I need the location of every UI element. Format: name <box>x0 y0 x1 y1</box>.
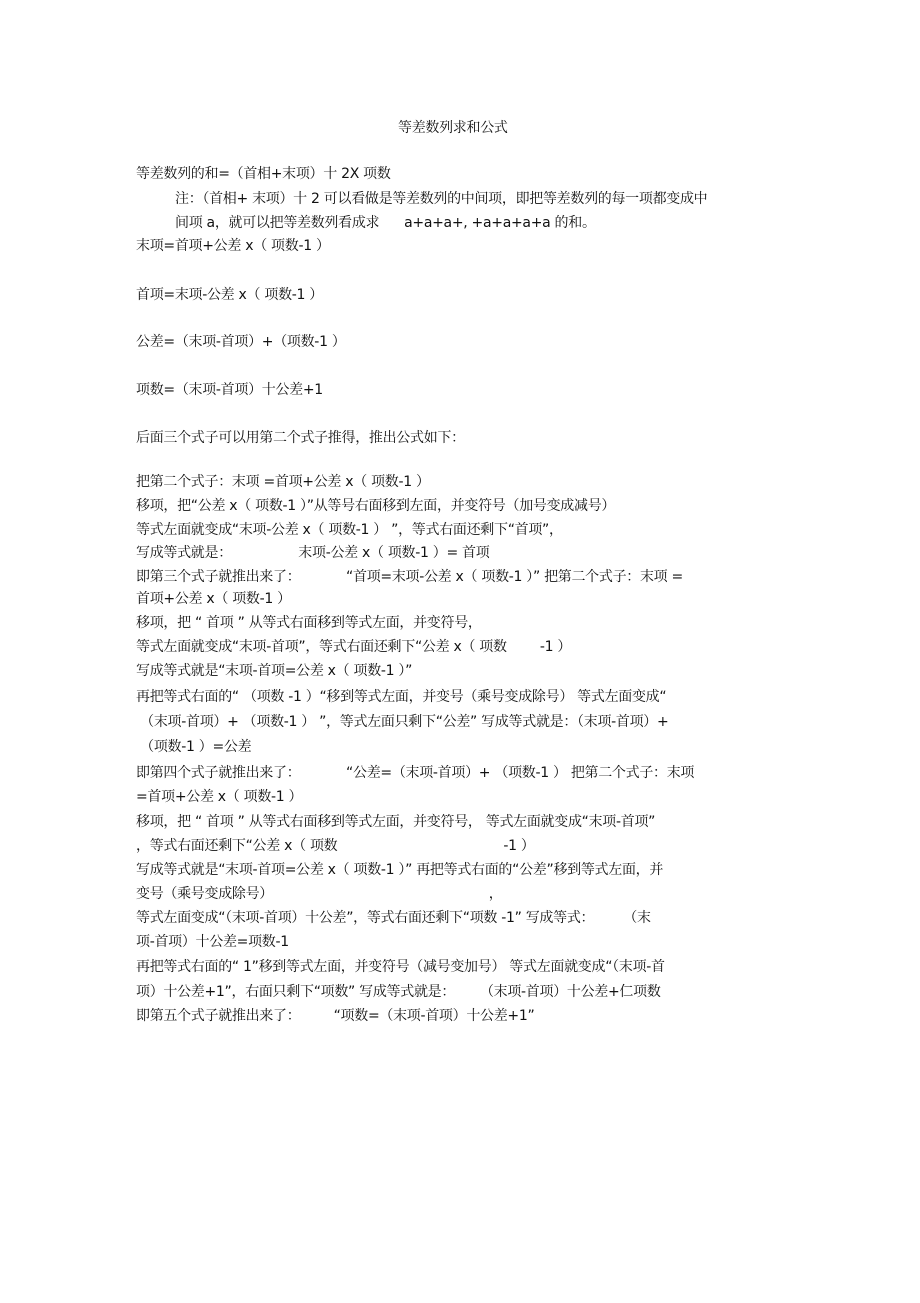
text-line: 变号（乘号变成除号） ， <box>136 886 503 902</box>
text-line: 即第四个式子就推出来了： “公差=（末项-首项）+ （项数-1 ） 把第二个式子：末项 <box>136 765 695 781</box>
text-line: （项数-1 ）=公差 <box>136 739 252 755</box>
text-line: 等式左面就变成“末项-首项”，等式右面还剩下“公差 x（ 项数 -1 ） <box>136 639 572 655</box>
text-line: 写成等式就是： 末项-公差 x（ 项数-1 ）= 首项 <box>136 545 490 561</box>
text-line: 后面三个式子可以用第二个式子推得，推出公式如下： <box>136 430 465 446</box>
text-line: 把第二个式子：末项 =首项+公差 x（ 项数-1 ） <box>136 474 430 490</box>
text-line: 即第三个式子就推出来了： “首项=末项-公差 x（ 项数-1 ）” 把第二个式子：末项 = <box>136 569 683 585</box>
text-line: 写成等式就是“末项-首项=公差 x（ 项数-1 ）” <box>136 663 413 679</box>
text-line: 等差数列的和=（首相+末项）十 2X 项数 <box>136 166 391 182</box>
text-line: 再把等式右面的“ 1”移到等式左面，并变符号（减号变加号） 等式左面就变成“（末项-首 <box>136 959 665 975</box>
text-line: 注：（首相+ 末项）十 2 可以看做是等差数列的中间项，即把等差数列的每一项都变成中 <box>175 191 708 207</box>
text-line: 项-首项）十公差=项数-1 <box>136 934 289 950</box>
text-line: 项）十公差+1”，右面只剩下“项数” 写成等式就是： （末项-首项）十公差+仁项数 <box>136 984 661 1000</box>
text-line: 等式左面变成“（末项-首项）十公差”，等式右面还剩下“项数 -1” 写成等式： （末 <box>136 910 651 926</box>
text-line: 项数=（末项-首项）十公差+1 <box>136 382 323 398</box>
text-line: ，等式右面还剩下“公差 x（ 项数 -1 ） <box>136 838 535 854</box>
text-line: 即第五个式子就推出来了： “项数=（末项-首项）十公差+1” <box>136 1008 535 1024</box>
text-line: 移项，把“公差 x（ 项数-1 ）”从等号右面移到左面，并变符号（加号变成减号） <box>136 498 616 514</box>
text-line: 移项，把 “ 首项 ” 从等式右面移到等式左面，并变符号， 等式左面就变成“末项-首项” <box>136 814 656 830</box>
text-line: 首项=末项-公差 x（ 项数-1 ） <box>136 287 323 303</box>
text-line: 间项 a，就可以把等差数列看成求 a+a+a+, +a+a+a+a 的和。 <box>175 215 596 231</box>
text-line: 等式左面就变成“末项-公差 x（ 项数-1 ） ”，等式右面还剩下“首项”， <box>136 522 563 538</box>
text-line: 写成等式就是“末项-首项=公差 x（ 项数-1 ）” 再把等式右面的“公差”移到等式左面，并 <box>136 862 664 878</box>
text-line: =首项+公差 x（ 项数-1 ） <box>136 789 303 805</box>
text-line: 移项，把 “ 首项 ” 从等式右面移到等式左面，并变符号， <box>136 615 482 631</box>
text-line: 再把等式右面的“ （项数 -1 ）“移到等式左面，并变号（乘号变成除号） 等式左面变成“ <box>136 689 667 705</box>
document-title: 等差数列求和公式 <box>398 120 508 136</box>
text-line: （末项-首项）+ （项数-1 ） ”，等式左面只剩下“公差” 写成等式就是：（末项-首项）+ <box>136 714 669 730</box>
text-line: 公差=（末项-首项）+（项数-1 ） <box>136 334 346 350</box>
text-line: 末项=首项+公差 x（ 项数-1 ） <box>136 238 330 254</box>
text-line: 首项+公差 x（ 项数-1 ） <box>136 591 291 607</box>
